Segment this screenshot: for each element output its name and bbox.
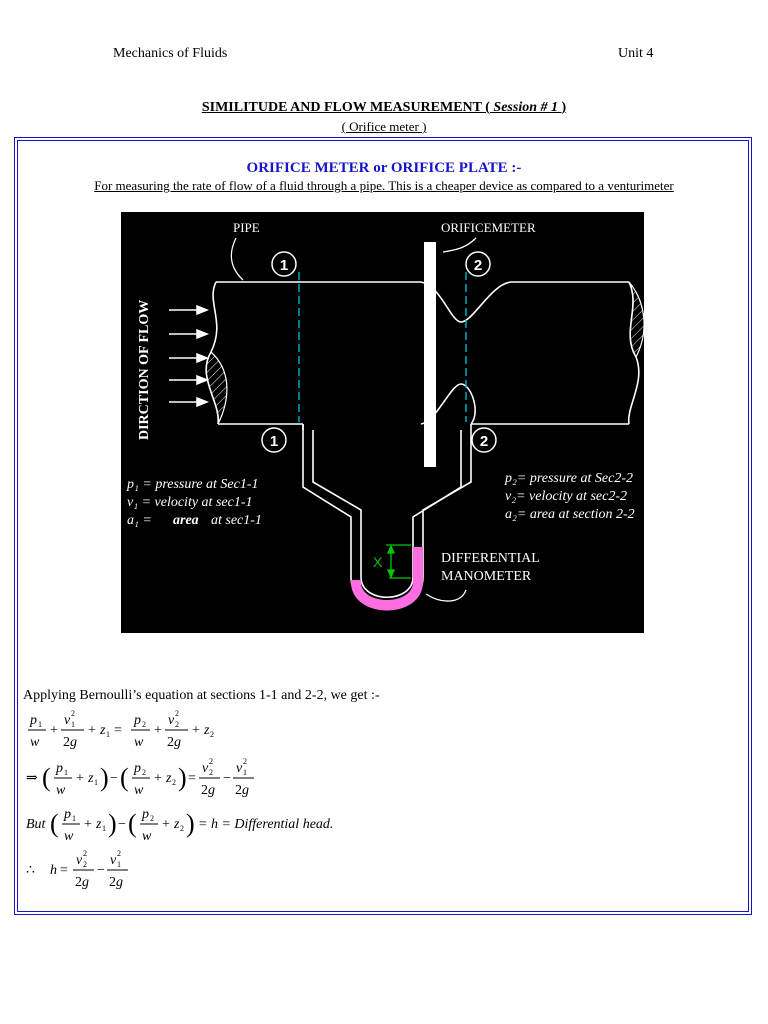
svg-text:v: v	[168, 713, 175, 728]
svg-text:1: 1	[102, 824, 106, 833]
svg-text:v: v	[202, 761, 209, 776]
legend-right-line2: v₂= velocity at sec2-2	[505, 489, 627, 504]
legend-left-line3: a₁ =	[127, 513, 152, 528]
header-course-title: Mechanics of Fluids	[113, 46, 228, 61]
svg-text:1: 1	[71, 720, 75, 729]
legend-left-line3-end: at sec1-1	[211, 513, 262, 528]
svg-text:z: z	[204, 723, 210, 738]
svg-text:v: v	[76, 853, 83, 868]
legend-left-line1: p₁ = pressure at Sec1-1	[127, 477, 259, 492]
svg-text:2: 2	[83, 860, 87, 869]
svg-text:w: w	[30, 735, 40, 750]
svg-text:⇒: ⇒	[26, 771, 38, 786]
therefore-symbol: ∴	[26, 863, 35, 878]
page-title-session: Session # 1	[493, 100, 558, 115]
svg-text:2: 2	[209, 757, 213, 766]
svg-text:2: 2	[167, 735, 174, 750]
svg-text:+: +	[84, 817, 92, 832]
svg-text:w: w	[134, 735, 144, 750]
svg-text:1: 1	[72, 814, 76, 823]
svg-text:(: (	[128, 809, 137, 838]
svg-text:2: 2	[201, 783, 208, 798]
svg-text:1: 1	[94, 778, 98, 787]
svg-text:−: −	[118, 817, 126, 832]
svg-text:2: 2	[83, 849, 87, 858]
svg-text:p: p	[134, 713, 141, 728]
svg-text:z: z	[174, 817, 180, 832]
svg-text:w: w	[64, 829, 74, 844]
svg-text:): )	[186, 809, 195, 838]
legend-left	[126, 477, 262, 528]
svg-text:−: −	[110, 771, 118, 786]
orifice-meter-diagram	[121, 212, 644, 633]
section-heading: ORIFICE METER or ORIFICE PLATE :-	[246, 160, 522, 176]
svg-text:1: 1	[106, 730, 110, 739]
svg-text:2: 2	[109, 875, 116, 890]
pipe-label: PIPE	[233, 220, 260, 235]
flow-direction-label: DIRCTION OF FLOW	[137, 299, 152, 440]
svg-text:2: 2	[71, 709, 75, 718]
svg-text:2: 2	[172, 778, 176, 787]
svg-text:z: z	[100, 723, 106, 738]
svg-text:1: 1	[117, 860, 121, 869]
svg-text:2: 2	[63, 735, 70, 750]
svg-text:−: −	[97, 863, 105, 878]
svg-text:): )	[108, 809, 117, 838]
section-1-top: 1	[279, 257, 289, 274]
page-title-close: )	[561, 100, 567, 115]
legend-right	[504, 471, 635, 522]
svg-text:w: w	[142, 829, 152, 844]
equation-differential-head	[26, 800, 346, 846]
svg-text:+: +	[192, 723, 200, 738]
svg-text:2: 2	[210, 730, 214, 739]
header-unit: Unit 4	[618, 46, 654, 61]
svg-text:z: z	[166, 771, 172, 786]
legend-right-line1: p₂= pressure at Sec2-2	[505, 471, 633, 486]
svg-text:2: 2	[142, 720, 146, 729]
svg-text:h: h	[50, 863, 57, 878]
manometer-label-line2: MANOMETER	[441, 569, 532, 584]
svg-text:g: g	[82, 875, 89, 890]
svg-text:2: 2	[235, 783, 242, 798]
svg-text:1: 1	[243, 768, 247, 777]
svg-text:g: g	[116, 875, 123, 890]
svg-text:): )	[178, 763, 187, 792]
svg-text:2: 2	[142, 768, 146, 777]
differential-head-text: = h = Differential head.	[198, 817, 334, 832]
svg-text:+: +	[88, 723, 96, 738]
svg-text:+: +	[154, 771, 162, 786]
svg-text:(: (	[120, 763, 129, 792]
svg-text:(: (	[50, 809, 59, 838]
svg-text:−: −	[223, 771, 231, 786]
orificemeter-label: ORIFICEMETER	[441, 220, 536, 235]
legend-left-line2: v₁ = velocity at sec1-1	[127, 495, 253, 510]
svg-text:g: g	[208, 783, 215, 798]
legend-left-area: area	[173, 513, 199, 528]
svg-text:p: p	[142, 807, 149, 822]
equation-h-result	[26, 846, 166, 892]
svg-text:v: v	[236, 761, 243, 776]
equation-rearranged	[24, 754, 264, 800]
svg-text:z: z	[88, 771, 94, 786]
svg-text:(: (	[42, 763, 51, 792]
svg-text:w: w	[56, 783, 66, 798]
svg-text:z: z	[96, 817, 102, 832]
legend-right-line3: a₂= area at section 2-2	[505, 507, 635, 522]
svg-text:g: g	[174, 735, 181, 750]
svg-text:=: =	[188, 771, 196, 786]
orifice-plate	[424, 242, 436, 467]
svg-text:v: v	[64, 713, 71, 728]
svg-text:p: p	[56, 761, 63, 776]
svg-text:2: 2	[175, 720, 179, 729]
svg-text:1: 1	[64, 768, 68, 777]
section-1-bottom: 1	[269, 433, 279, 450]
svg-text:): )	[100, 763, 109, 792]
section-intro: For measuring the rate of flow of a fluid through a pipe. This is a cheaper device as compared to a venturimeter	[94, 178, 674, 193]
svg-text:+: +	[154, 723, 162, 738]
svg-text:p: p	[30, 713, 37, 728]
svg-text:p: p	[134, 761, 141, 776]
svg-text:2: 2	[75, 875, 82, 890]
page-title-main: SIMILITUDE AND FLOW MEASUREMENT (	[201, 100, 490, 115]
bernoulli-lead-text: Applying Bernoulli’s equation at sections 1-1 and 2-2, we get :-	[23, 688, 380, 703]
section-2-top: 2	[473, 257, 483, 274]
svg-text:2: 2	[150, 814, 154, 823]
svg-text:1: 1	[38, 720, 42, 729]
diagram-background	[121, 212, 644, 633]
svg-text:g: g	[242, 783, 249, 798]
svg-text:+: +	[76, 771, 84, 786]
section-2-bottom: 2	[479, 433, 489, 450]
svg-text:2: 2	[175, 709, 179, 718]
svg-text:g: g	[70, 735, 77, 750]
svg-text:w: w	[134, 783, 144, 798]
svg-text:+: +	[50, 723, 58, 738]
svg-text:2: 2	[117, 849, 121, 858]
manometer-label-line1: DIFFERENTIAL	[441, 551, 540, 566]
svg-text:=: =	[114, 723, 122, 738]
svg-text:2: 2	[243, 757, 247, 766]
but-word: But	[26, 817, 46, 832]
svg-text:p: p	[64, 807, 71, 822]
page-subtitle: ( Orifice meter )	[341, 119, 427, 134]
svg-text:v: v	[110, 853, 117, 868]
svg-text:+: +	[162, 817, 170, 832]
svg-text:2: 2	[209, 768, 213, 777]
page-title	[0, 100, 768, 116]
svg-text:2: 2	[180, 824, 184, 833]
equation-bernoulli	[26, 706, 256, 752]
svg-text:=: =	[60, 863, 68, 878]
x-label: X	[373, 554, 383, 570]
